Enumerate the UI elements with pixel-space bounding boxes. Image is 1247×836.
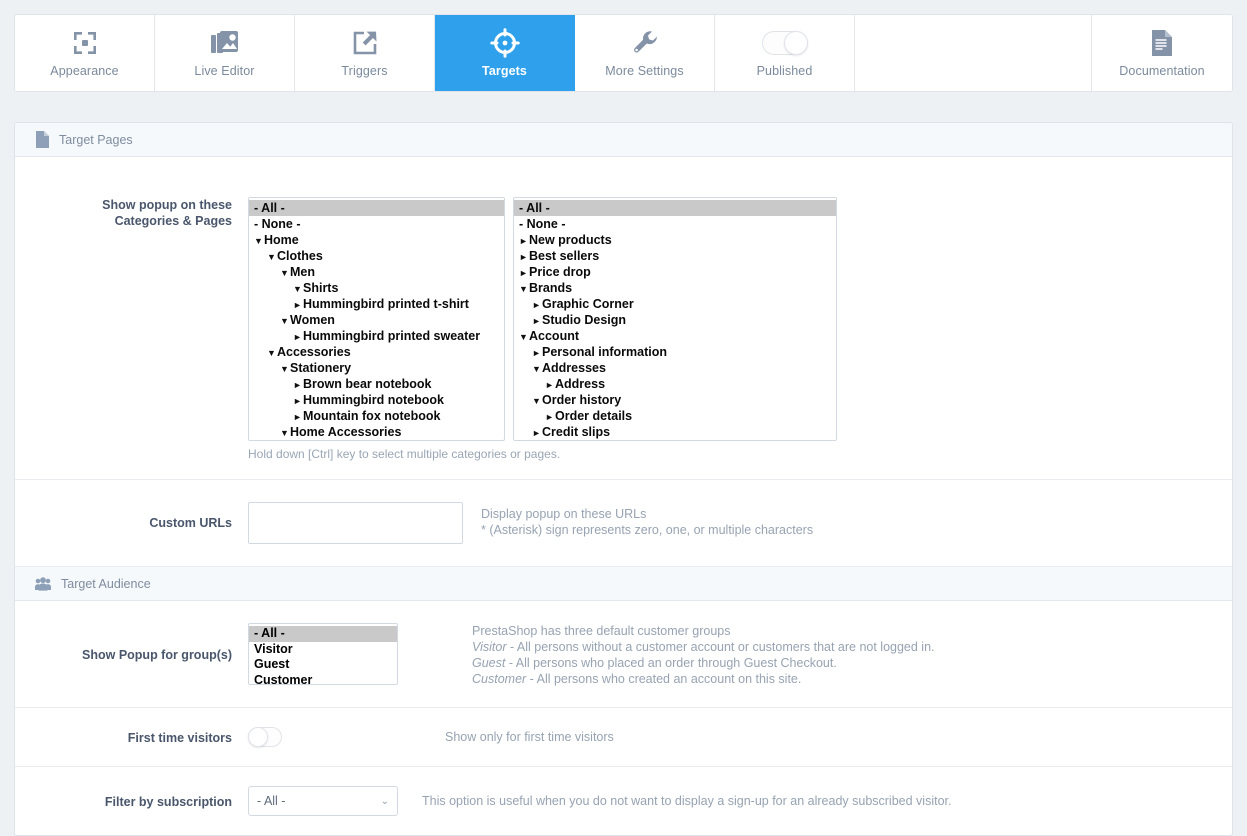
list-item[interactable] bbox=[249, 296, 504, 312]
caret-right-icon: ► bbox=[532, 428, 541, 438]
list-item-label: Home Accessories bbox=[290, 425, 402, 439]
tab-live-editor[interactable] bbox=[155, 15, 295, 91]
custom-urls-input[interactable] bbox=[248, 502, 463, 544]
subscription-selected-value: - All - bbox=[257, 794, 286, 808]
list-item-label: Mountain fox notebook bbox=[303, 409, 441, 423]
tab-label: Appearance bbox=[50, 64, 119, 78]
list-item-label: Stationery bbox=[290, 361, 352, 375]
wrench-icon bbox=[632, 28, 658, 58]
list-item[interactable]: Customer bbox=[254, 672, 313, 685]
note-line-2: * (Asterisk) sign represents zero, one, or multiple characters bbox=[481, 523, 814, 537]
caret-down-icon: ▼ bbox=[280, 364, 289, 374]
list-item[interactable] bbox=[249, 424, 504, 440]
list-item-label: Hummingbird notebook bbox=[303, 393, 444, 407]
group-desc-guest: - All persons who placed an order through Guest Checkout. bbox=[505, 656, 837, 670]
row-label-show-popup-groups: Show Popup for group(s) bbox=[82, 648, 232, 662]
list-item[interactable] bbox=[249, 328, 504, 344]
caret-down-icon: ▼ bbox=[519, 332, 528, 342]
images-stack-icon bbox=[211, 28, 239, 58]
main-tab-bar bbox=[14, 14, 1233, 92]
tab-published[interactable] bbox=[715, 15, 855, 91]
list-item[interactable] bbox=[249, 216, 504, 232]
list-item[interactable] bbox=[249, 232, 504, 248]
caret-down-icon: ▼ bbox=[267, 252, 276, 262]
caret-down-icon: ▼ bbox=[280, 428, 289, 438]
list-item[interactable] bbox=[249, 360, 504, 376]
tab-label: Targets bbox=[482, 64, 527, 78]
caret-down-icon: ▼ bbox=[293, 284, 302, 294]
caret-down-icon: ▼ bbox=[519, 284, 528, 294]
list-item[interactable] bbox=[514, 408, 836, 424]
list-item-label: - None - bbox=[519, 217, 566, 231]
group-desc-customer: - All persons who created an account on this site. bbox=[526, 672, 802, 686]
list-item-label: Credit slips bbox=[542, 425, 611, 439]
caret-right-icon: ► bbox=[293, 380, 302, 390]
row-first-time-visitors bbox=[15, 708, 1232, 767]
target-lists-wrapper bbox=[248, 197, 837, 441]
list-item[interactable] bbox=[514, 312, 836, 328]
caret-right-icon: ► bbox=[519, 236, 528, 246]
pages-multiselect[interactable] bbox=[513, 197, 837, 441]
note-line-1: Display popup on these URLs bbox=[481, 507, 647, 521]
note-line-visitor bbox=[472, 639, 935, 655]
caret-right-icon: ► bbox=[519, 268, 528, 278]
list-item[interactable] bbox=[514, 392, 836, 408]
list-item-label: Order history bbox=[542, 393, 622, 407]
list-item-label: Price drop bbox=[529, 265, 591, 279]
list-item[interactable]: Guest bbox=[254, 657, 290, 671]
row-target-categories-pages bbox=[15, 157, 1232, 480]
list-item[interactable] bbox=[514, 328, 836, 344]
page-icon bbox=[35, 131, 49, 148]
tab-bar-spacer bbox=[855, 15, 1092, 91]
list-item[interactable] bbox=[249, 344, 504, 360]
list-item[interactable] bbox=[514, 424, 836, 440]
caret-down-icon: ▼ bbox=[254, 236, 263, 246]
caret-right-icon: ► bbox=[519, 252, 528, 262]
list-item-label: Hummingbird printed t-shirt bbox=[303, 297, 469, 311]
list-item[interactable]: Visitor bbox=[254, 641, 293, 656]
list-item[interactable] bbox=[249, 312, 504, 328]
caret-right-icon: ► bbox=[545, 412, 554, 422]
caret-down-icon: ▼ bbox=[280, 316, 289, 326]
section-header-target-audience bbox=[15, 567, 1232, 601]
note-line-guest bbox=[472, 655, 935, 671]
list-item[interactable] bbox=[514, 280, 836, 296]
chevron-down-icon: ⌄ bbox=[380, 795, 389, 807]
list-item-label: Brands bbox=[529, 281, 573, 295]
row-label-custom-urls: Custom URLs bbox=[149, 516, 232, 530]
toggle-knob bbox=[248, 727, 268, 747]
list-item-label: New products bbox=[529, 233, 612, 247]
list-item[interactable] bbox=[249, 408, 504, 424]
list-item[interactable] bbox=[249, 200, 504, 216]
list-item[interactable] bbox=[514, 264, 836, 280]
group-name-visitor: Visitor bbox=[472, 640, 507, 654]
list-item-label: Order details bbox=[555, 409, 633, 423]
list-item[interactable] bbox=[514, 296, 836, 312]
caret-right-icon: ► bbox=[293, 300, 302, 310]
list-item[interactable] bbox=[514, 376, 836, 392]
group-name-guest: Guest bbox=[472, 656, 506, 670]
tab-appearance[interactable] bbox=[15, 15, 155, 91]
row-filter-by-subscription bbox=[15, 767, 1232, 835]
list-item-label: Men bbox=[290, 265, 315, 279]
published-toggle-wrap bbox=[762, 28, 808, 58]
list-item[interactable] bbox=[514, 344, 836, 360]
group-desc-visitor: - All persons without a customer account or customers that are not logged in. bbox=[506, 640, 935, 654]
list-item-label: Home bbox=[264, 233, 299, 247]
list-item[interactable]: - All - bbox=[249, 626, 397, 642]
note-line-customer bbox=[472, 671, 935, 687]
tab-label: Triggers bbox=[341, 64, 388, 78]
users-group-icon bbox=[35, 577, 51, 591]
note-line-1: PrestaShop has three default customer groups bbox=[472, 624, 731, 638]
targets-panel bbox=[14, 122, 1233, 836]
list-item-label: Shirts bbox=[303, 281, 339, 295]
tab-label: Live Editor bbox=[194, 64, 255, 78]
tab-more-settings[interactable] bbox=[575, 15, 715, 91]
section-header-target-pages bbox=[15, 123, 1232, 157]
caret-down-icon: ▼ bbox=[267, 348, 276, 358]
custom-urls-note bbox=[481, 502, 813, 538]
list-item-label: - All - bbox=[519, 201, 550, 215]
tab-targets[interactable] bbox=[435, 15, 575, 91]
document-icon bbox=[1150, 28, 1174, 58]
tab-documentation[interactable] bbox=[1092, 15, 1232, 91]
list-item-label: Best sellers bbox=[529, 249, 600, 263]
caret-right-icon: ► bbox=[532, 348, 541, 358]
section-title: Target Audience bbox=[61, 576, 151, 591]
caret-down-icon: ▼ bbox=[532, 364, 541, 374]
list-item-label: Graphic Corner bbox=[542, 297, 634, 311]
caret-right-icon: ► bbox=[293, 396, 302, 406]
list-item-label: Women bbox=[290, 313, 335, 327]
subscription-filter-select[interactable] bbox=[248, 786, 398, 816]
caret-right-icon: ► bbox=[532, 300, 541, 310]
tab-label: More Settings bbox=[605, 64, 684, 78]
first-time-visitors-note: Show only for first time visitors bbox=[445, 730, 614, 744]
list-item[interactable] bbox=[514, 216, 836, 232]
list-item-label: Account bbox=[529, 329, 579, 343]
customer-groups-multiselect[interactable] bbox=[248, 623, 398, 685]
caret-right-icon: ► bbox=[293, 412, 302, 422]
caret-right-icon: ► bbox=[545, 380, 554, 390]
subscription-note: This option is useful when you do not want to display a sign-up for an already subscribed visitor. bbox=[422, 794, 952, 808]
list-item-label: Addresses bbox=[542, 361, 606, 375]
tab-label: Published bbox=[756, 64, 813, 78]
list-item-label: Personal information bbox=[542, 345, 668, 359]
customer-groups-note bbox=[472, 623, 935, 687]
list-item-label: Address bbox=[555, 377, 606, 391]
list-item[interactable] bbox=[514, 200, 836, 216]
caret-right-icon: ► bbox=[293, 332, 302, 342]
list-item[interactable] bbox=[514, 232, 836, 248]
list-item[interactable] bbox=[514, 248, 836, 264]
row-custom-urls bbox=[15, 480, 1232, 567]
tab-triggers[interactable] bbox=[295, 15, 435, 91]
list-item-label: Studio Design bbox=[542, 313, 627, 327]
categories-multiselect[interactable] bbox=[248, 197, 505, 441]
label-line-1: Show popup on these bbox=[102, 198, 232, 212]
group-name-customer: Customer bbox=[472, 672, 527, 686]
list-item[interactable] bbox=[249, 264, 504, 280]
list-item-label: Hummingbird printed sweater bbox=[303, 329, 481, 343]
first-time-visitors-toggle[interactable] bbox=[248, 727, 282, 747]
caret-down-icon: ▼ bbox=[280, 268, 289, 278]
published-toggle[interactable] bbox=[762, 31, 808, 55]
row-label-show-popup-pages bbox=[15, 197, 248, 229]
caret-down-icon: ▼ bbox=[532, 396, 541, 406]
list-item-label: - None - bbox=[254, 217, 301, 231]
list-item-label: Accessories bbox=[277, 345, 351, 359]
expand-arrows-icon bbox=[72, 28, 98, 58]
list-item-label: Brown bear notebook bbox=[303, 377, 432, 391]
toggle-knob bbox=[784, 31, 808, 55]
caret-right-icon: ► bbox=[532, 316, 541, 326]
list-item-label: - All - bbox=[254, 201, 285, 215]
label-line-2: Categories & Pages bbox=[114, 214, 232, 228]
list-item[interactable] bbox=[249, 248, 504, 264]
row-customer-groups bbox=[15, 601, 1232, 708]
section-title: Target Pages bbox=[59, 132, 133, 147]
tab-label: Documentation bbox=[1119, 64, 1205, 78]
row-label-first-time-visitors: First time visitors bbox=[127, 731, 232, 745]
row-label-filter-subscription: Filter by subscription bbox=[104, 795, 232, 809]
crosshair-target-icon bbox=[490, 28, 520, 58]
external-link-icon bbox=[352, 28, 378, 58]
list-item-label: Clothes bbox=[277, 249, 323, 263]
list-item[interactable] bbox=[249, 280, 504, 296]
ctrl-key-hint: Hold down [Ctrl] key to select multiple categories or pages. bbox=[248, 447, 561, 461]
list-item[interactable] bbox=[249, 392, 504, 408]
list-item[interactable] bbox=[514, 360, 836, 376]
list-item[interactable] bbox=[249, 376, 504, 392]
